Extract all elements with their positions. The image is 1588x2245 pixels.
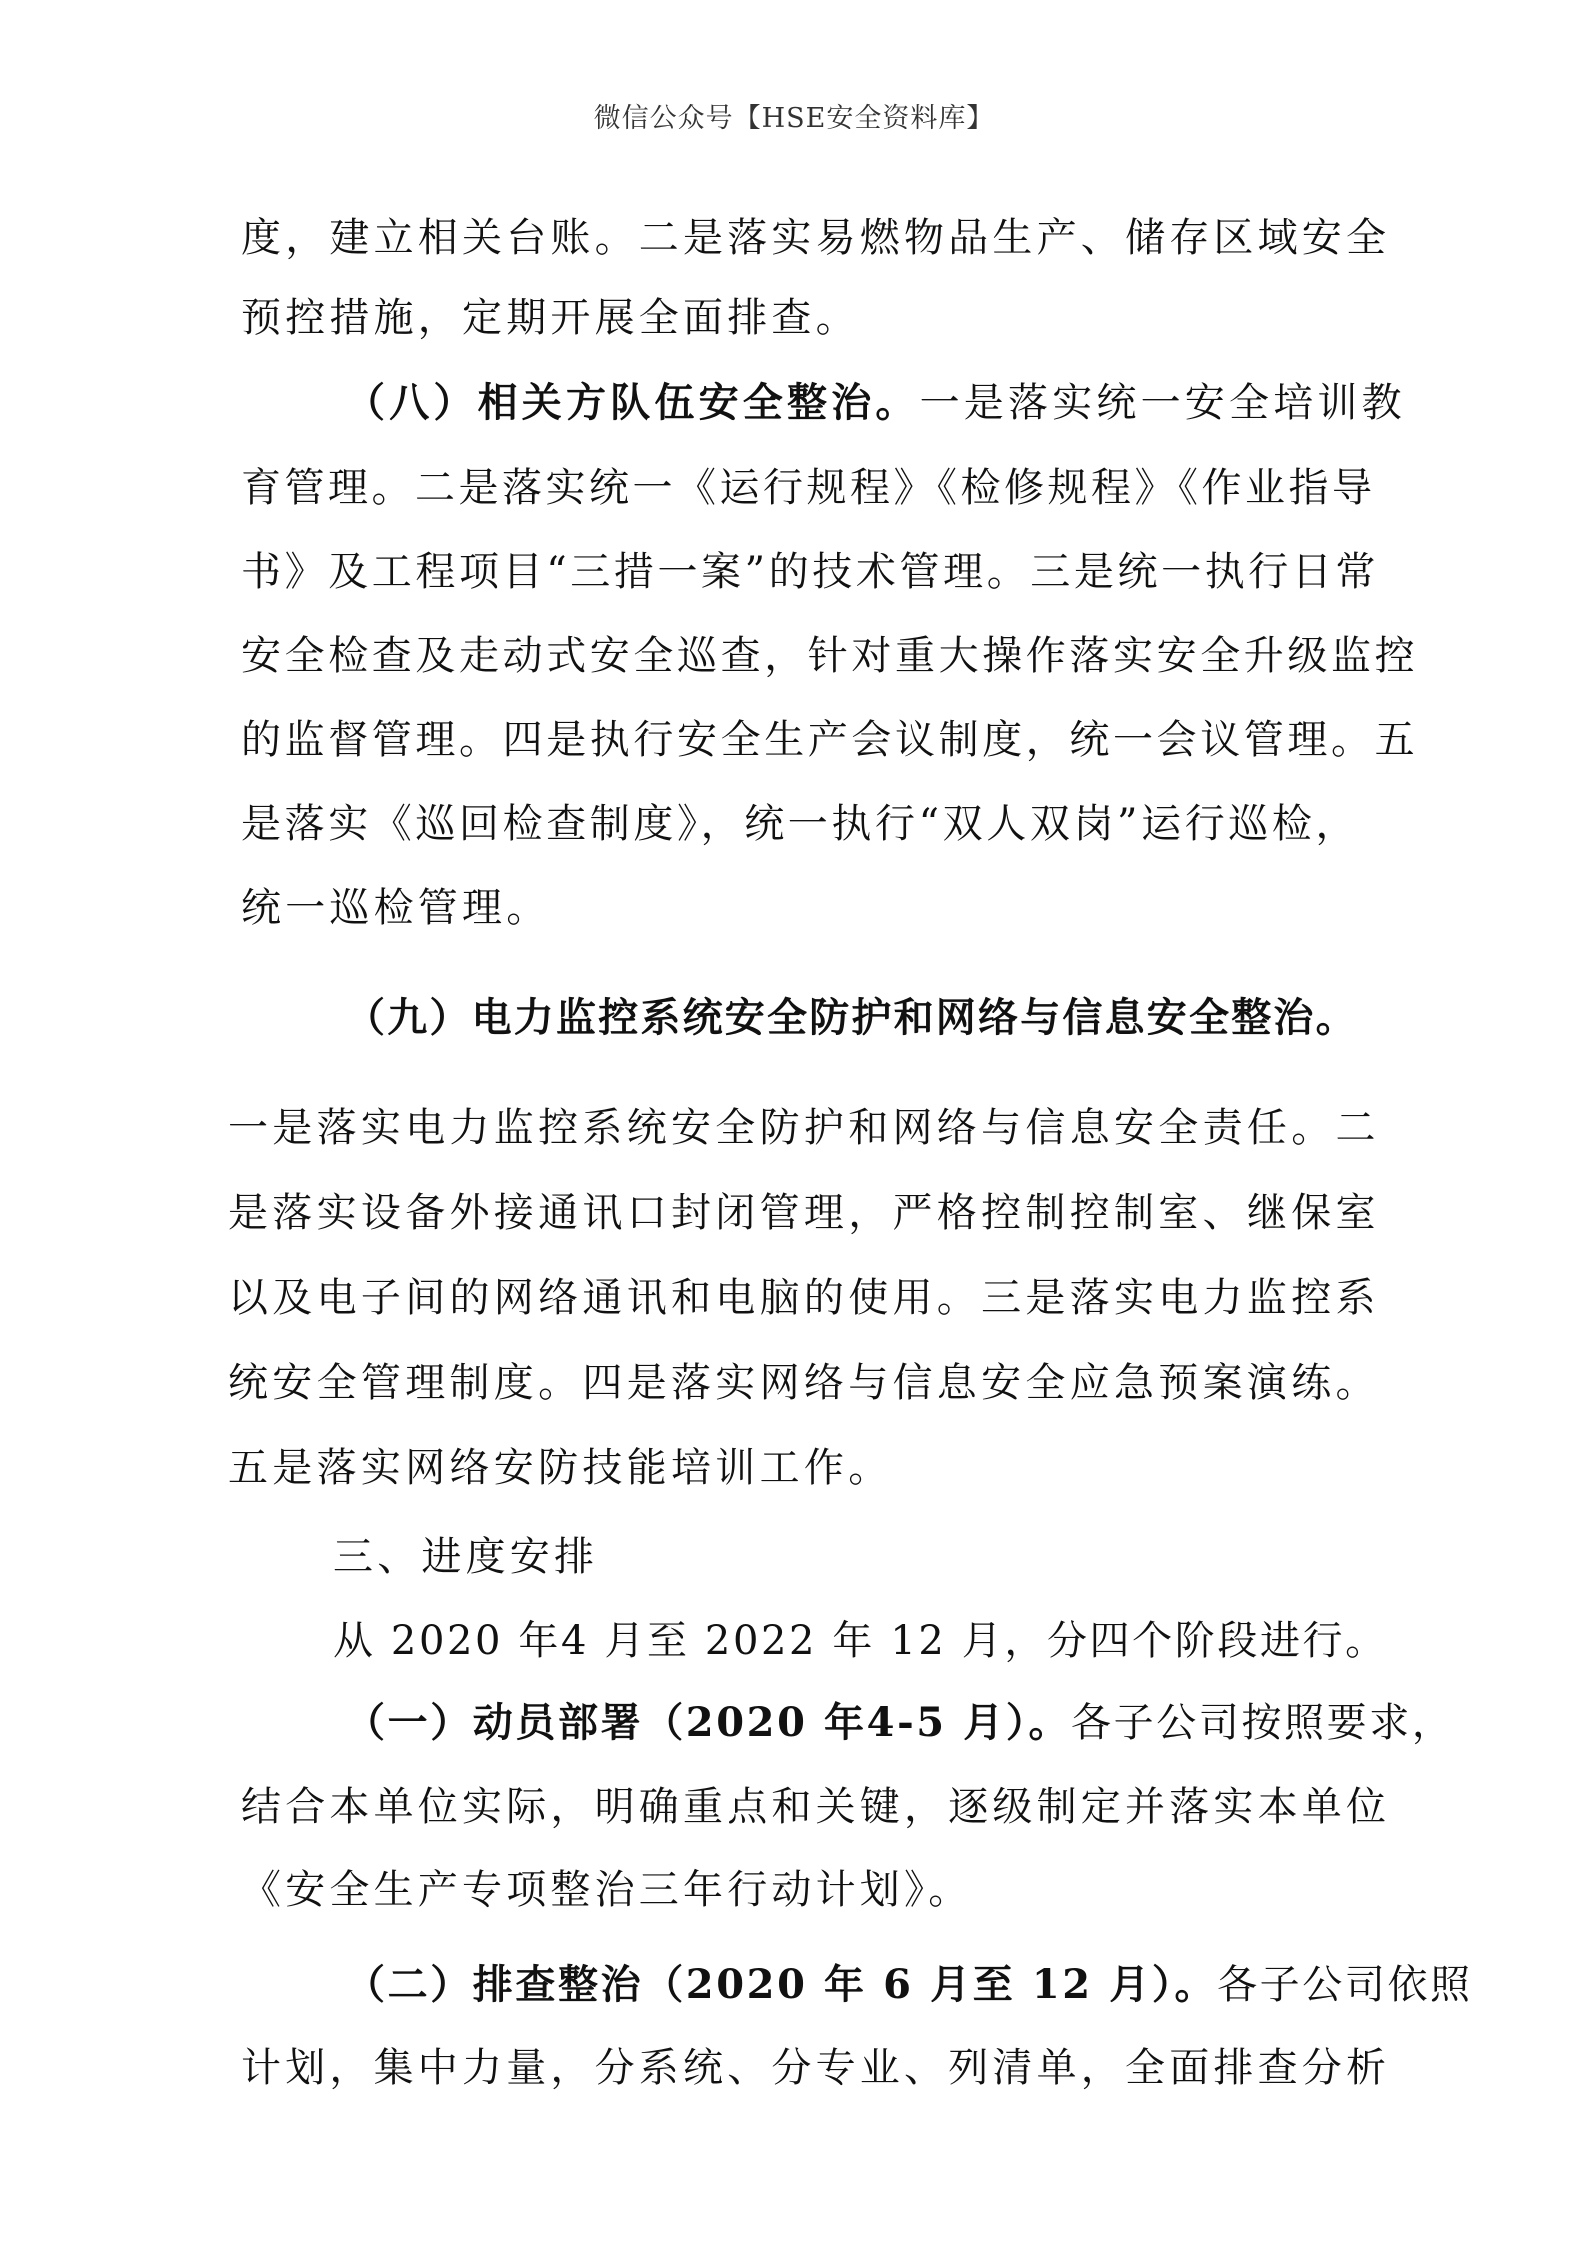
text-line: 统一巡检管理。	[241, 885, 551, 931]
text-line: 计划，集中力量，分系统、分专业、列清单，全面排查分析	[241, 2045, 1391, 2091]
text-line: 安全检查及走动式安全巡查，针对重大操作落实安全升级监控	[241, 633, 1419, 679]
section-heading-line: （一）动员部署（2020 年4-5 月）。各子公司按照要求，	[345, 1699, 1455, 1746]
page-header: 微信公众号【HSE安全资料库】	[593, 103, 995, 134]
section-heading: （一）动员部署（2020 年4-5 月）。	[345, 1699, 1072, 1746]
text-line: 以及电子间的网络通讯和电脑的使用。三是落实电力监控系	[228, 1275, 1380, 1321]
text-line: 是落实设备外接通讯口封闭管理，严格控制控制室、继保室	[228, 1190, 1380, 1236]
section-heading-line	[345, 994, 1358, 1041]
section-heading: （八）相关方队伍安全整治。	[345, 379, 920, 426]
text-line: 是落实《巡回检查制度》，统一执行“双人双岗”运行巡检，	[241, 801, 1360, 847]
text-line: 育管理。二是落实统一《运行规程》《检修规程》《作业指导	[241, 465, 1376, 511]
text-line: 《安全生产专项整治三年行动计划》。	[241, 1867, 973, 1913]
section-heading-line: （八）相关方队伍安全整治。一是落实统一安全培训教	[345, 379, 1406, 426]
text-line: 结合本单位实际，明确重点和关键，逐级制定并落实本单位	[241, 1784, 1391, 1830]
section-title: 三、进度安排	[333, 1534, 599, 1580]
text-line: 五是落实网络安防技能培训工作。	[228, 1445, 893, 1491]
section-heading-line: （二）排查整治（2020 年 6 月至 12 月）。各子公司依照	[345, 1961, 1473, 2008]
text-line: 度，建立相关台账。二是落实易燃物品生产、储存区域安全	[241, 215, 1391, 261]
text-line: 书》及工程项目“三措一案”的技术管理。三是统一执行日常	[241, 549, 1380, 595]
text-line: 统安全管理制度。四是落实网络与信息安全应急预案演练。	[228, 1360, 1380, 1406]
section-heading: （二）排查整治（2020 年 6 月至 12 月）。	[345, 1961, 1218, 2008]
section-heading: （九）电力监控系统安全防护和网络与信息安全整治。	[345, 994, 1358, 1041]
text-line: 从 2020 年4 月至 2022 年 12 月，分四个阶段进行。	[333, 1618, 1388, 1664]
text-line: 一是落实电力监控系统安全防护和网络与信息安全责任。二	[228, 1105, 1380, 1151]
text-line: 的监督管理。四是执行安全生产会议制度，统一会议管理。五	[241, 717, 1419, 763]
text-line: 预控措施，定期开展全面排查。	[241, 295, 860, 341]
